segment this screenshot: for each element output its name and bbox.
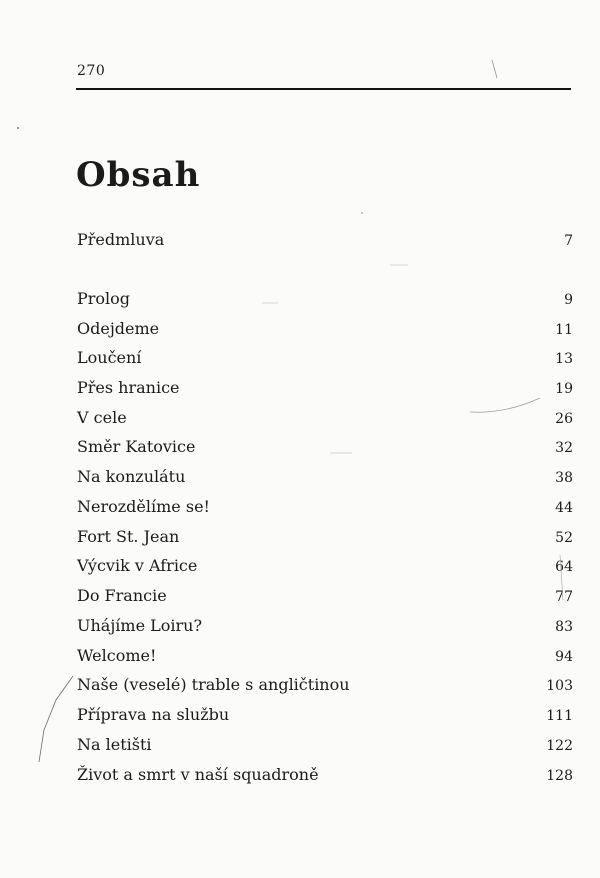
toc-row bbox=[77, 615, 575, 637]
toc-entry-title: Naše (veselé) trable s angličtinou bbox=[77, 675, 350, 694]
toc-entry-page: 94 bbox=[555, 649, 573, 665]
toc-entry-page: 9 bbox=[564, 292, 573, 308]
toc-entry-page: 38 bbox=[555, 470, 573, 486]
toc-entry-title: Předmluva bbox=[77, 230, 165, 249]
toc-entry-title: Uhájíme Loiru? bbox=[77, 616, 203, 635]
toc-entry-title: Odejdeme bbox=[77, 319, 160, 338]
toc-entry-page: 11 bbox=[555, 322, 573, 338]
toc-row bbox=[77, 585, 575, 607]
toc-entry-title: Welcome! bbox=[77, 646, 157, 665]
toc-row bbox=[77, 496, 575, 518]
toc-entry-page: 103 bbox=[546, 678, 573, 694]
toc-entry-title: Směr Katovice bbox=[77, 437, 196, 456]
toc-row bbox=[77, 229, 575, 251]
toc-row bbox=[77, 318, 575, 340]
toc-entry-title: Prolog bbox=[77, 289, 131, 308]
toc-entry-title: Na letišti bbox=[77, 735, 152, 754]
toc-row bbox=[77, 734, 575, 756]
toc-row bbox=[77, 764, 575, 786]
toc-row bbox=[77, 555, 575, 577]
toc-entry-title: Život a smrt v naší squadroně bbox=[77, 765, 319, 784]
toc-entry-title: Nerozdělíme se! bbox=[77, 497, 210, 516]
toc-row bbox=[77, 377, 575, 399]
toc-entry-title: Příprava na službu bbox=[77, 705, 230, 724]
toc-entry-page: 32 bbox=[555, 440, 573, 456]
toc-entry-title: V cele bbox=[77, 408, 127, 427]
toc-row bbox=[77, 436, 575, 458]
toc-row bbox=[77, 704, 575, 726]
toc-entry-page: 52 bbox=[555, 530, 573, 546]
toc-entry-title: Přes hranice bbox=[77, 378, 180, 397]
toc-entry-title: Do Francie bbox=[77, 586, 167, 605]
header-rule bbox=[76, 88, 571, 90]
toc-entry-page: 122 bbox=[546, 738, 573, 754]
toc-entry-page: 7 bbox=[564, 233, 573, 249]
toc-row bbox=[77, 466, 575, 488]
toc-entry-page: 83 bbox=[555, 619, 573, 635]
page-title: Obsah bbox=[76, 155, 201, 195]
toc-row bbox=[77, 526, 575, 548]
toc-entry-page: 26 bbox=[555, 411, 573, 427]
toc-entry-page: 77 bbox=[555, 589, 573, 605]
toc-row bbox=[77, 288, 575, 310]
page-number: 270 bbox=[77, 63, 106, 79]
toc-row bbox=[77, 645, 575, 667]
toc-row bbox=[77, 347, 575, 369]
pencil-stroke bbox=[492, 60, 497, 78]
toc-entry-page: 111 bbox=[546, 708, 573, 724]
toc-entry-page: 13 bbox=[555, 351, 573, 367]
toc-entry-page: 44 bbox=[555, 500, 573, 516]
toc-entry-title: Na konzulátu bbox=[77, 467, 186, 486]
speck bbox=[361, 212, 363, 214]
toc-entry-title: Loučení bbox=[77, 348, 142, 367]
toc-row bbox=[77, 407, 575, 429]
toc-entry-title: Fort St. Jean bbox=[77, 527, 180, 546]
toc-row bbox=[77, 674, 575, 696]
toc-entry-page: 19 bbox=[555, 381, 573, 397]
toc-entry-page: 64 bbox=[555, 559, 573, 575]
pencil-stroke bbox=[39, 676, 73, 762]
speck bbox=[17, 127, 19, 129]
toc-entry-title: Výcvik v Africe bbox=[77, 556, 198, 575]
toc-entry-page: 128 bbox=[546, 768, 573, 784]
